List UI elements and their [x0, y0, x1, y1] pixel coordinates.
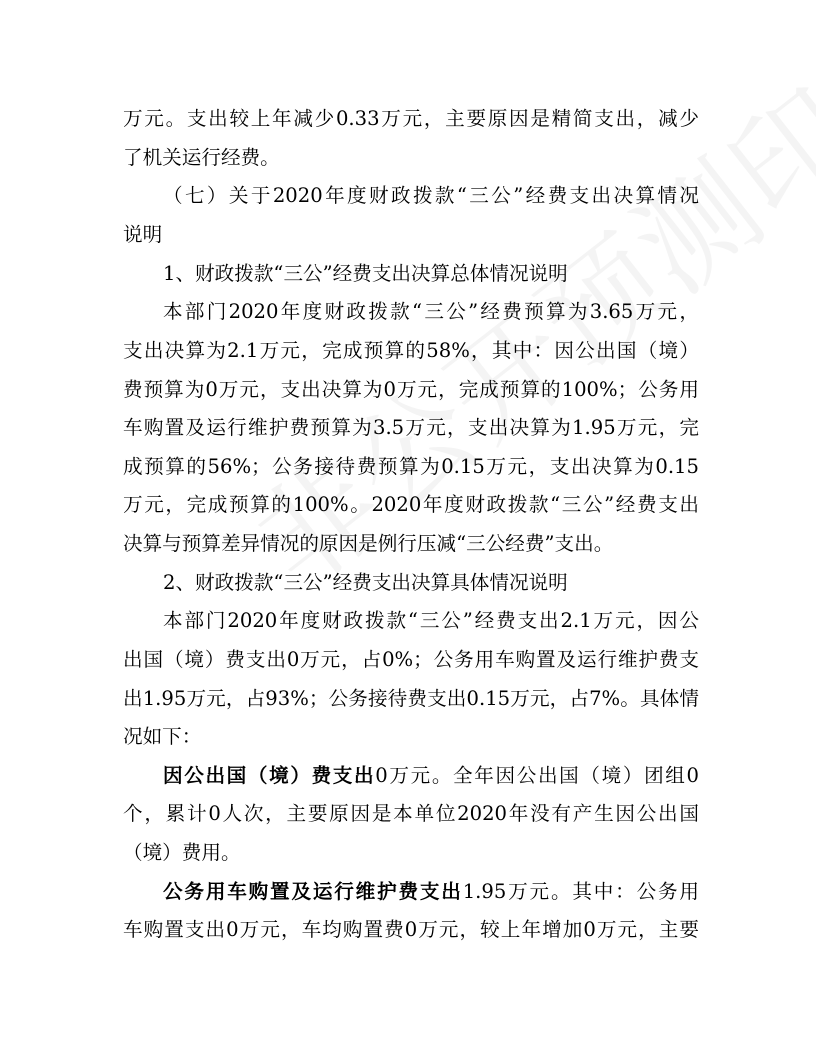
- paragraph-line: 车购置支出0万元，车均购置费0万元，较上年增加0万元，主要: [123, 918, 699, 941]
- section-heading-cont: 说明: [123, 223, 163, 246]
- paragraph-line: 成预算的56%；公务接待费预算为0.15万元，支出决算为0.15: [123, 455, 699, 478]
- paragraph-line: 本部门2020年度财政拨款“三公”经费支出2.1万元，因公: [163, 609, 699, 632]
- paragraph-line: 费预算为0万元，支出决算为0万元，完成预算的100%；公务用: [123, 378, 699, 401]
- abroad-expense-line: [163, 763, 699, 789]
- car-expense-label: 公务用车购置及运行维护费支出: [163, 880, 463, 903]
- car-expense-line: [163, 879, 699, 905]
- abroad-expense-label: 因公出国（境）费支出: [163, 764, 376, 787]
- subsection-title-2: 2、财政拨款“三公”经费支出决算具体情况说明: [163, 571, 568, 594]
- paragraph-line: 支出决算为2.1万元，完成预算的58%，其中：因公出国（境）: [123, 339, 699, 362]
- paragraph-line: （境）费用。: [123, 841, 241, 864]
- paragraph-line: 决算与预算差异情况的原因是例行压减“三公经费”支出。: [123, 532, 614, 555]
- paragraph-line: 车购置及运行维护费预算为3.5万元，支出决算为1.95万元，完: [123, 416, 699, 439]
- car-expense-text: 1.95万元。其中：公务用: [462, 880, 699, 903]
- abroad-expense-text: 0万元。全年因公出国（境）团组0: [375, 764, 699, 787]
- subsection-title-1: 1、财政拨款“三公”经费支出决算总体情况说明: [163, 262, 568, 285]
- paragraph-line: 本部门2020年度财政拨款“三公”经费预算为3.65万元，: [163, 300, 699, 323]
- paragraph-line: 万元。支出较上年减少0.33万元，主要原因是精简支出，减少: [123, 107, 699, 130]
- paragraph-line: 了机关运行经费。: [123, 146, 280, 169]
- section-heading: （七）关于2020年度财政拨款“三公”经费支出决算情况: [163, 184, 699, 207]
- paragraph-line: 个，累计0人次，主要原因是本单位2020年没有产生因公出国: [123, 802, 699, 825]
- paragraph-line: 万元，完成预算的100%。2020年度财政拨款“三公”经费支出: [123, 493, 699, 516]
- paragraph-line: 况如下：: [123, 725, 202, 748]
- paragraph-line: 出1.95万元，占93%；公务接待费支出0.15万元，占7%。具体情: [123, 687, 699, 710]
- paragraph-line: 出国（境）费支出0万元，占0%；公务用车购置及运行维护费支: [123, 648, 699, 671]
